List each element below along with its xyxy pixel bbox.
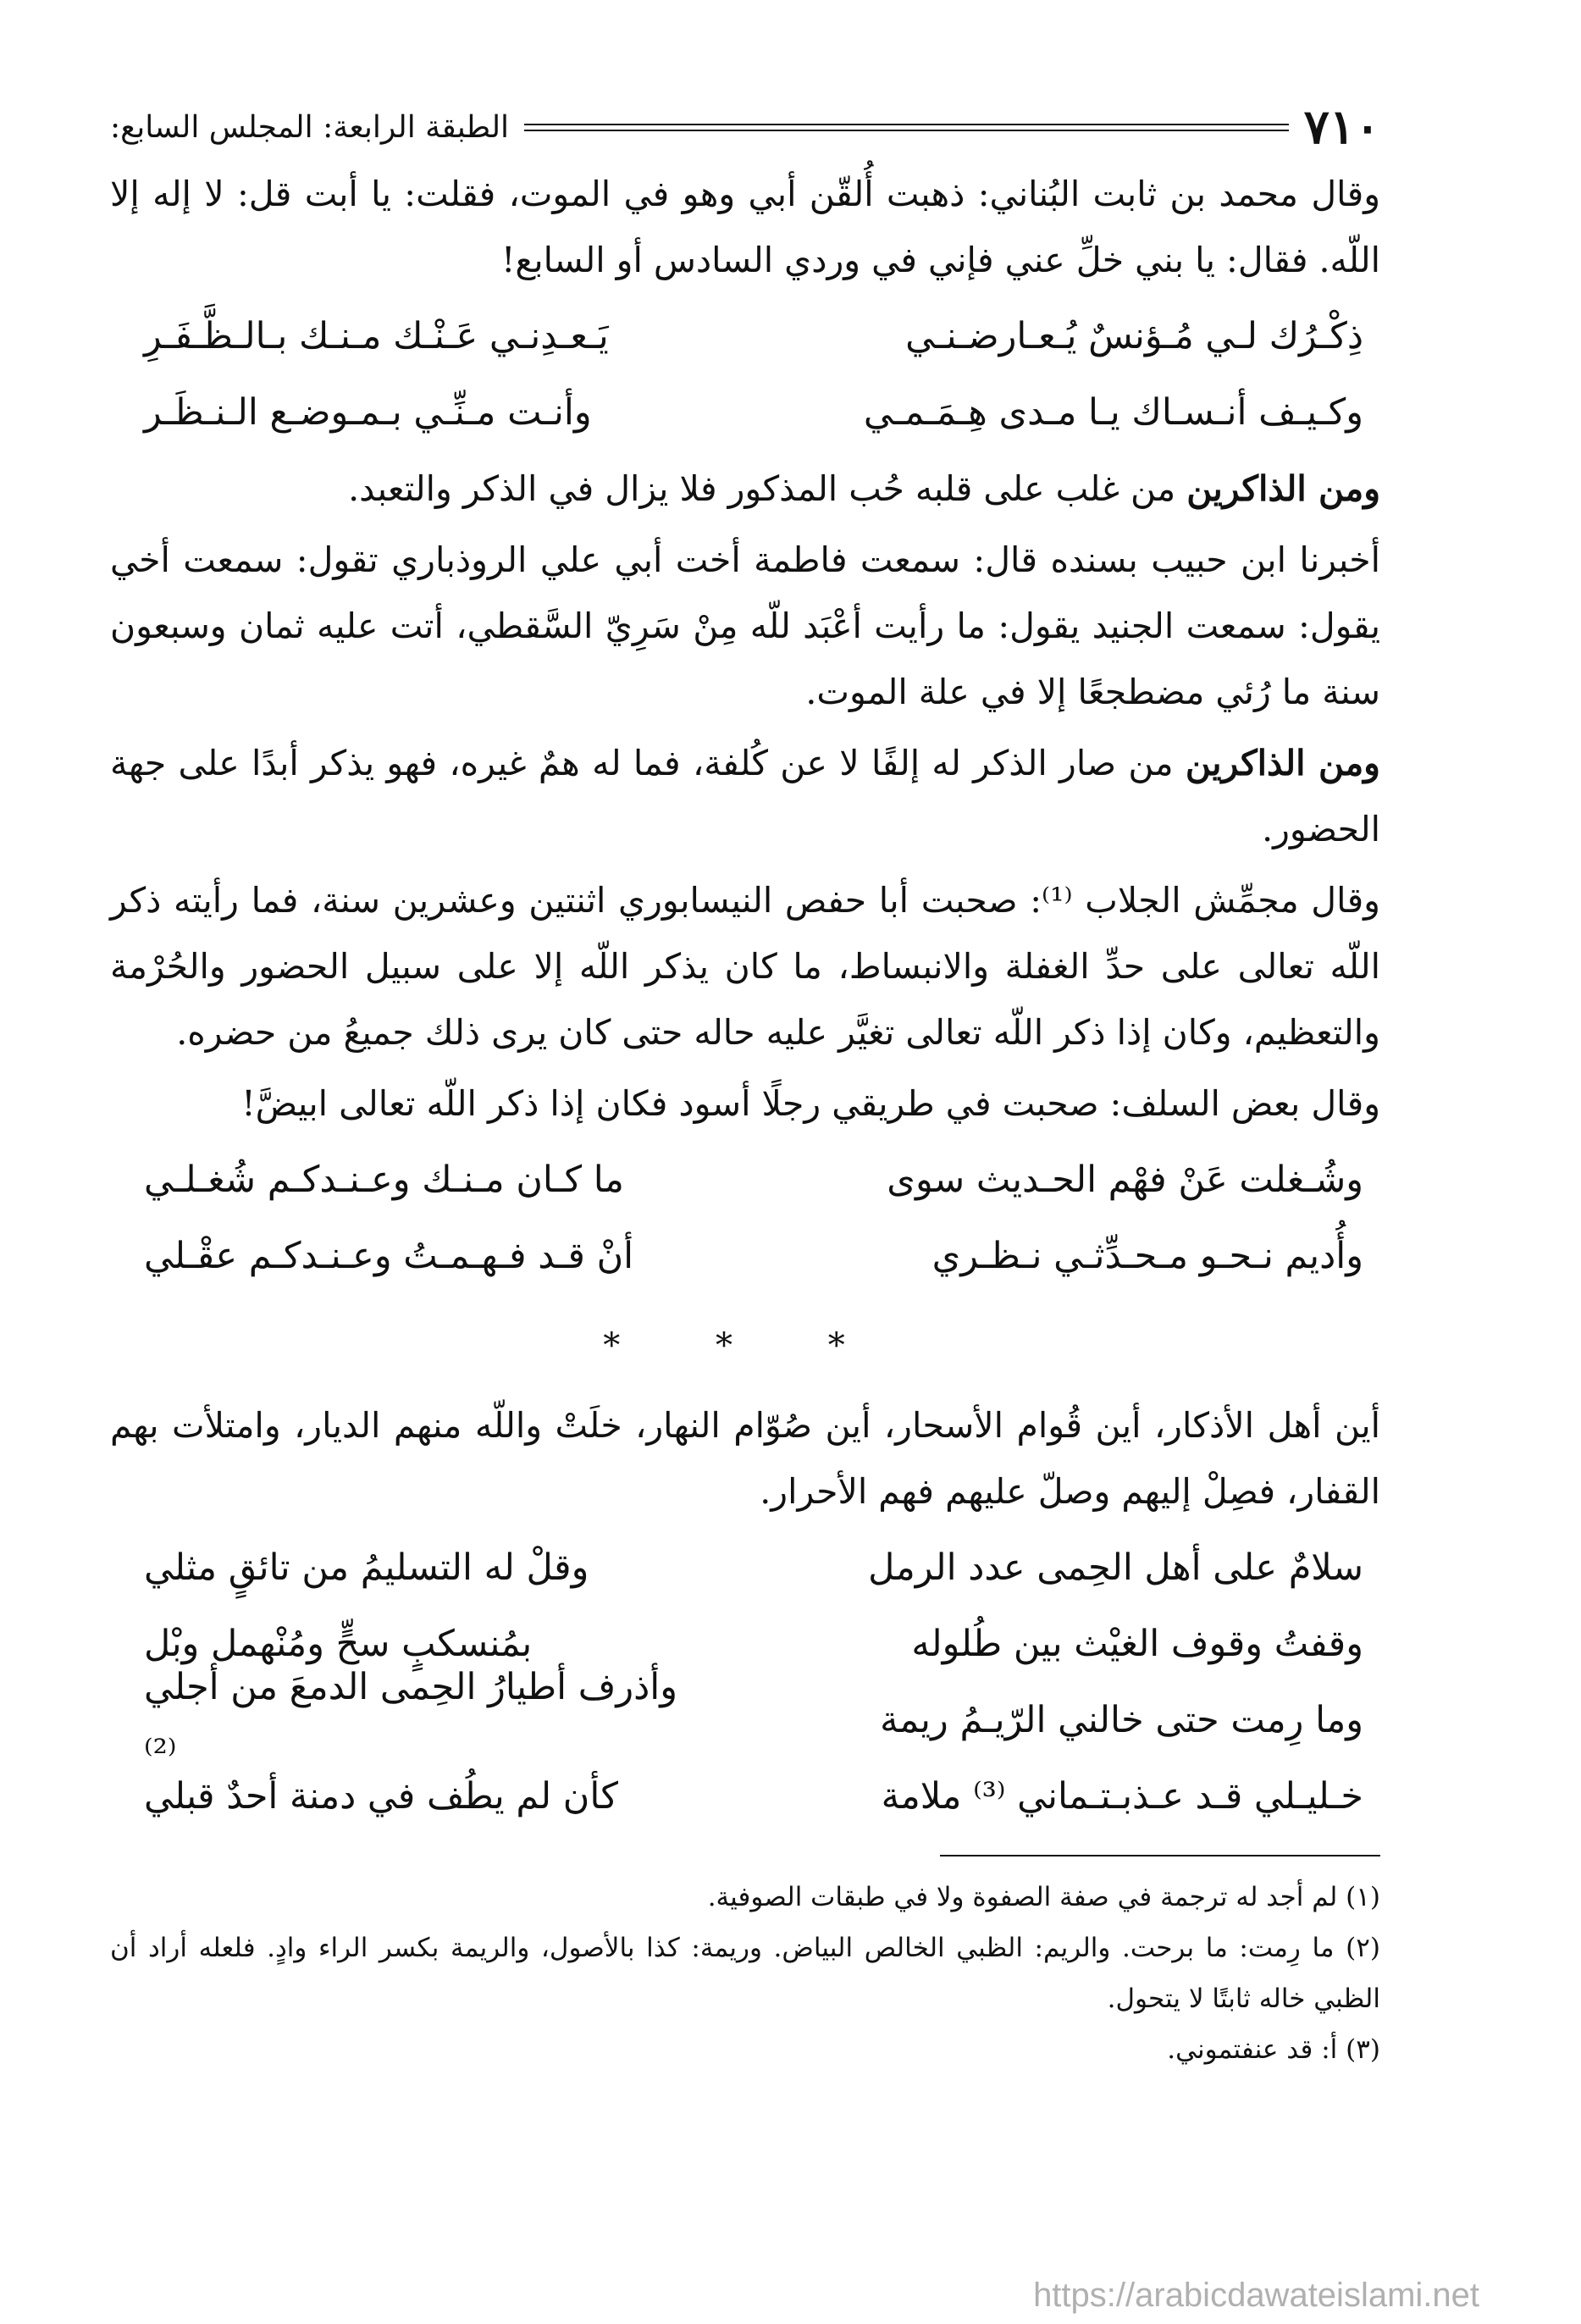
verse — [110, 1666, 1380, 1774]
paragraph — [110, 867, 1380, 1065]
verse — [110, 1758, 1380, 1834]
verse — [110, 1218, 1380, 1294]
paragraph-text: وقال بعض السلف: صحبت في طريقي رجلًا أسود فكان إذا ذكر اللّه تعالى ابيضَّ! — [241, 1083, 1380, 1124]
page-header — [110, 93, 1380, 161]
footnotes — [110, 1872, 1380, 2075]
main-text — [110, 161, 1380, 1834]
verse-second-hemistich: كأن لم يطُف في دمنة أحدٌ قبلي — [144, 1775, 618, 1818]
footnote: (٣) أ: قد عنفتموني. — [1167, 2034, 1380, 2065]
header-rule — [524, 124, 1289, 131]
paragraph-lead: ومن الذاكرين — [1185, 743, 1380, 783]
verse — [110, 1142, 1380, 1218]
book-page — [110, 93, 1380, 2075]
footnote: (١) لم أجد له ترجمة في صفة الصفوة ولا في طبقات الصوفية. — [707, 1882, 1380, 1912]
verse-second-hemistich: وأذرف أطيارُ الحِمى الدمعَ من أجلي ⁽²⁾ — [144, 1666, 677, 1774]
paragraph — [110, 1392, 1380, 1524]
footnote-separator — [940, 1855, 1380, 1856]
paragraph — [110, 456, 1380, 522]
verse-first-hemistich: ذِكْـرُك لـي مُـؤنسٌ يُـعـارضـنـي — [905, 315, 1363, 357]
verse — [110, 374, 1380, 451]
verse — [110, 1530, 1380, 1606]
verse-first-hemistich: وأُديم نـحـو مـحـدِّثـي نـظـري — [931, 1235, 1363, 1277]
paragraph — [110, 1071, 1380, 1137]
paragraph — [110, 730, 1380, 862]
paragraph-text: وقال مجمِّش الجلاب ⁽¹⁾: صحبت أبا حفص النيسابوري اثنتين وعشرين سنة، فما رأيته ذكر اللّه تعالى على حدِّ الغفلة والانبساط، ما كان يذكر اللّه إلا على سبيل الحضور والحُرْمة والتعظيم، وكان إذا ذكر اللّه تعالى تغيَّر عليه حاله حتى كان يرى ذلك جميعُ من حضره. — [110, 880, 1380, 1053]
poem — [110, 298, 1380, 451]
poem — [110, 1530, 1380, 1834]
verse-second-hemistich: بمُنسكبٍ سحٍّ ومُنْهمل وبْل — [144, 1623, 533, 1665]
verse-second-hemistich: يَـعـدِنـي عَـنْـك مـنـك بـالـظَّـفَـرِ — [144, 315, 609, 357]
watermark-url: https://arabicdawateislami.net — [1033, 2277, 1479, 2314]
paragraph-text: وقال محمد بن ثابت البُناني: ذهبت أُلقّن أبي وهو في الموت، فقلت: يا أبت قل: لا إله إلا اللّه. فقال: يا بني خلِّ عني فإني في وردي السادس أو السابع! — [110, 174, 1380, 280]
paragraph-text: من صار الذكر له إلفًا لا عن كُلفة، فما له همٌ غيره، فهو يذكر أبدًا على جهة الحضور. — [110, 743, 1380, 849]
verse-first-hemistich: خـليـلي قـد عـذبـتـماني ⁽³⁾ ملامة — [881, 1775, 1363, 1818]
verse-first-hemistich: وكـيـف أنـسـاك يـا مـدى هِـمَـمـي — [863, 391, 1363, 434]
verse-second-hemistich: وقلْ له التسليمُ من تائقٍ مثلي — [144, 1547, 589, 1589]
footnote: (٢) ما رِمت: ما برحت. والريم: الظبي الخالص البياض. وريمة: كذا بالأصول، والريمة بكسر الراء وادٍ. فلعله أراد أن الظبي خاله ثابتًا لا يتحول. — [110, 1933, 1380, 2014]
paragraph — [110, 161, 1380, 293]
poem — [110, 1142, 1380, 1294]
verse-second-hemistich: ما كـان مـنـك وعـنـدكـم شُغـلـي — [144, 1159, 624, 1201]
paragraph-text: أين أهل الأذكار، أين قُوام الأسحار، أين صُوّام النهار، خلَتْ واللّه منهم الديار، وامتلأت بهم القفار، فصِلْ إليهم وصلّ عليهم فهم الأحرار. — [110, 1405, 1380, 1512]
paragraph-text: أخبرنا ابن حبيب بسنده قال: سمعت فاطمة أخت أبي علي الروذباري تقول: سمعت أخي يقول: سمعت الجنيد يقول: ما رأيت أعْبَد للّه مِنْ سَرِيّ السَّقطي، أتت عليه ثمان وسبعون سنة ما رُئي مضطجعًا إلا في علة الموت. — [110, 540, 1380, 712]
paragraph — [110, 527, 1380, 725]
verse-second-hemistich: وأنـت مـنِّـي بـمـوضـع الـنـظَـر — [144, 391, 592, 434]
running-head: الطبقة الرابعة: المجلس السابع: — [110, 109, 510, 145]
verse-first-hemistich: وقفتُ وقوف الغيْث بين طُلوله — [911, 1623, 1363, 1665]
page-number: ٧١٠ — [1303, 99, 1380, 155]
verse-first-hemistich: سلامٌ على أهل الحِمى عدد الرمل — [868, 1547, 1363, 1589]
section-separator: * * * — [603, 1326, 887, 1365]
verse-first-hemistich: وشُـغلت عَنْ فهْم الحـديث سوى — [887, 1159, 1363, 1201]
paragraph-lead: ومن الذاكرين — [1186, 468, 1380, 509]
verse — [110, 298, 1380, 374]
verse-second-hemistich: أنْ قـد فـهـمـتُ وعـنـدكـم عقْـلي — [144, 1235, 634, 1277]
verse-first-hemistich: وما رِمت حتى خالني الرّيـمُ ريمة — [880, 1699, 1363, 1741]
paragraph-text: من غلب على قلبه حُب المذكور فلا يزال في الذكر والتعبد. — [348, 468, 1187, 509]
